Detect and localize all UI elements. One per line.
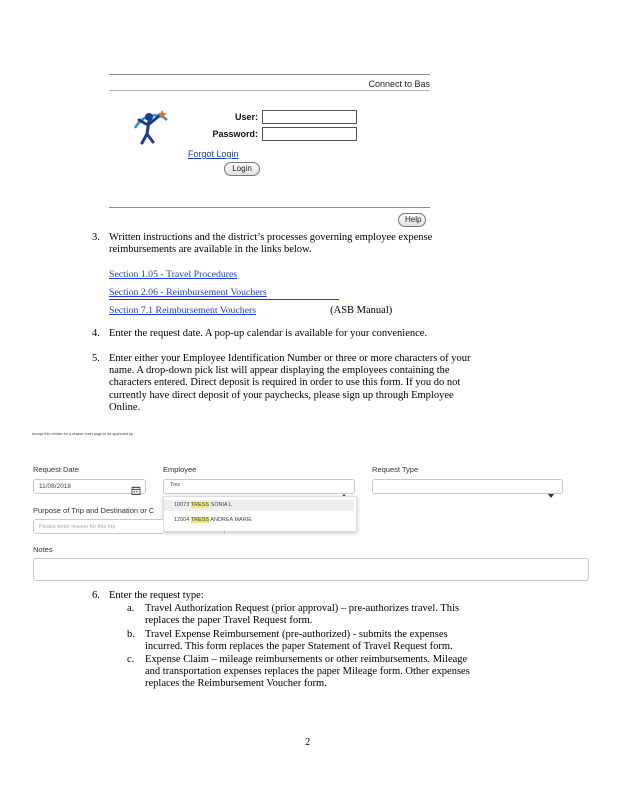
login-header-rule [109,90,430,91]
step3-links [109,269,439,318]
option-name: ANDREA MARIE [209,517,252,523]
asb-manual-note: (ASB Manual) [330,305,393,316]
login-top-rule [109,74,430,75]
employee-label: Employee [163,465,197,474]
user-label: User: [234,112,258,122]
step6-a-marker: a. [127,603,135,614]
purpose-placeholder: Please enter reason for this trip [39,524,116,530]
step6-c-text [145,654,565,691]
link-travel-procedures[interactable]: Section 1.05 - Travel Procedures [109,269,238,280]
step5-line: characters entered. Direct deposit is required in order to use this form. If you do not [109,377,461,389]
step6-a-line: replaces the paper Travel Request form. [145,615,313,627]
option-id: 10073 [174,502,191,508]
connect-link[interactable]: Connect to Bas [368,79,430,89]
employee-value: Tres [170,482,180,488]
notes-textarea[interactable] [33,558,589,581]
link-asb-row [109,300,439,318]
dropdown-option[interactable] [164,515,354,526]
password-label: Password: [212,129,258,139]
page-number: 2 [305,737,311,748]
step5-line: name. A drop-down pick list will appear displaying the employees containing the [109,365,450,377]
forgot-login-link[interactable]: Forgot Login [188,149,239,159]
step6-a-text [145,603,545,627]
step5-line: currently have direct deposit of your paychecks, please sign up through Employee [109,389,454,401]
step4-number: 4. [92,328,100,339]
step3-line: Written instructions and the district’s processes governing employee expense [109,232,433,243]
step6-intro: Enter the request type: [109,590,204,601]
help-button[interactable]: Help [398,213,426,227]
employee-dropdown [163,496,357,532]
notes-label: Notes [33,545,53,554]
user-input[interactable] [262,110,357,124]
step6-c-line: replaces the Reimbursement Voucher form. [145,678,327,690]
calendar-icon[interactable] [131,482,141,500]
link-reimbursement-vouchers-text[interactable]: Section 2.06 - Reimbursement Vouchers [109,286,267,298]
purpose-input[interactable] [33,519,163,534]
option-highlight: TRESS [190,502,210,508]
purpose-label: Purpose of Trip and Destination or C [33,506,155,515]
employee-input[interactable] [163,479,355,494]
step5-text [109,353,549,414]
request-type-select[interactable] [372,479,563,494]
request-date-label: Request Date [33,465,79,474]
option-id: 12004 [174,517,191,523]
purpose-input-edge [224,530,225,534]
step6-c-marker: c. [127,654,135,665]
password-input[interactable] [262,127,357,141]
step5-number: 5. [92,353,100,364]
form-caption: Accept this certain for a reason reset page to be approved by [32,432,133,436]
step3-text [109,232,529,256]
request-date-value: 11/08/2018 [39,483,72,490]
step6-b-marker: b. [127,629,135,640]
step6-b-text [145,629,545,653]
option-highlight: TRESS [190,517,210,523]
link-asb-reimbursement-vouchers[interactable]: Section 7.1 Reimbursement Vouchers [109,305,257,316]
step5-line: Enter either your Employee Identification Number or three or more characters of your [109,353,471,364]
step6-b-line: Travel Expense Reimbursement (pre-authorized) - submits the expenses [145,629,448,640]
step5-line: Online. [109,401,141,413]
step6-a-line: Travel Authorization Request (prior approval) – pre-authorizes travel. This [145,603,460,614]
step6-number: 6. [92,590,100,601]
option-name: SONIA L [209,502,233,508]
step6-b-line: incurred. This form replaces the paper Statement of Travel Request form. [145,641,453,653]
login-button[interactable]: Login [224,162,260,176]
step3-number: 3. [92,232,100,243]
request-type-label: Request Type [372,465,419,474]
person-logo-icon [129,106,171,146]
step6-c-line: Expense Claim – mileage reimbursements or other reimbursements. Mileage [145,654,468,665]
step3-line: reimbursements are available in the links below. [109,244,312,256]
step6-c-line: and transportation expenses replaces the paper Mileage form. Other expenses [145,666,470,678]
request-date-input[interactable] [33,479,146,494]
dropdown-option[interactable] [164,500,354,511]
login-bottom-rule [109,207,430,208]
caret-down-icon[interactable] [548,485,554,503]
step4-text: Enter the request date. A pop-up calendar is available for your convenience. [109,328,428,339]
link-reimbursement-vouchers[interactable] [109,287,339,301]
